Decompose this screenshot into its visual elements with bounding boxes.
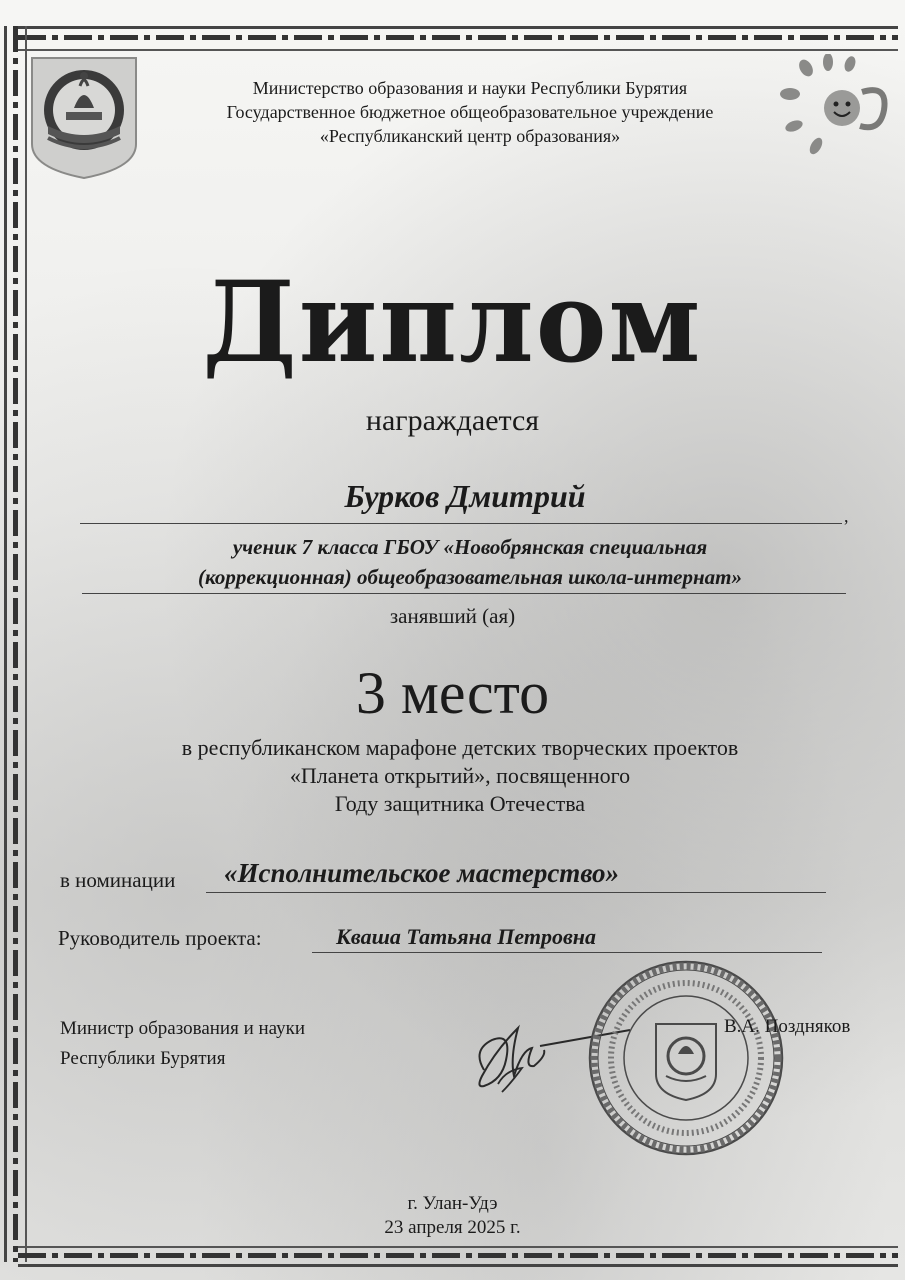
institution-name: «Республиканский центр образования»: [319, 126, 621, 146]
event-line2: «Планета открытий», посвященного: [289, 763, 631, 788]
signatory-title: [60, 1014, 305, 1074]
project-lead-label: Руководитель проекта:: [58, 926, 262, 950]
recipient-description-line1: ученик 7 класса ГБОУ «Новобрянская специальная: [232, 535, 708, 559]
awarded-text: награждается: [365, 404, 540, 437]
recipient-description: [70, 532, 870, 592]
signatory-title-line1: Министр образования и науки: [60, 1018, 306, 1039]
signatory-title-line2: Республики Бурятия: [60, 1048, 226, 1069]
project-lead-name: Кваша Татьяна Петровна: [336, 924, 597, 949]
ornamental-border-top: [18, 26, 898, 51]
sun-logo-icon: [776, 54, 892, 162]
event-line1: в республиканском марафоне детских творческих проектов: [181, 735, 739, 760]
issuer-header: [150, 76, 790, 148]
ministry-name: Министерство образования и науки Республики Бурятия: [252, 78, 688, 98]
recipient-name-underline: [80, 523, 842, 524]
event-line3: Году защитника Отечества: [334, 791, 586, 816]
took-place-text: занявший (ая): [389, 604, 516, 628]
description-underline: [82, 593, 846, 594]
nomination-label: в номинации: [60, 868, 176, 892]
institution-type: Государственное бюджетное общеобразовательное учреждение: [226, 102, 714, 122]
coat-of-arms-icon: [26, 52, 142, 180]
official-seal-stamp: [586, 958, 786, 1158]
place-result: 3 место: [355, 660, 550, 726]
issue-date: 23 апреля 2025 г.: [384, 1217, 521, 1238]
event-description: [60, 734, 860, 818]
recipient-comma: ,: [844, 506, 849, 526]
nomination-value: «Исполнительское мастерство»: [224, 858, 620, 888]
signatory-name: В.А. Поздняков: [724, 1016, 851, 1037]
diploma-title: Диплом: [202, 255, 703, 388]
ornamental-border-left: [4, 26, 27, 1262]
ornamental-border-bottom: [18, 1246, 898, 1267]
recipient-description-line2: (коррекционная) общеобразовательная школа-интернат»: [198, 565, 742, 589]
nomination-underline: [206, 892, 826, 893]
issue-city: г. Улан-Удэ: [407, 1193, 498, 1214]
project-lead-underline: [312, 952, 822, 953]
issue-place-date: [0, 1192, 905, 1240]
recipient-name: Бурков Дмитрий: [344, 478, 586, 514]
